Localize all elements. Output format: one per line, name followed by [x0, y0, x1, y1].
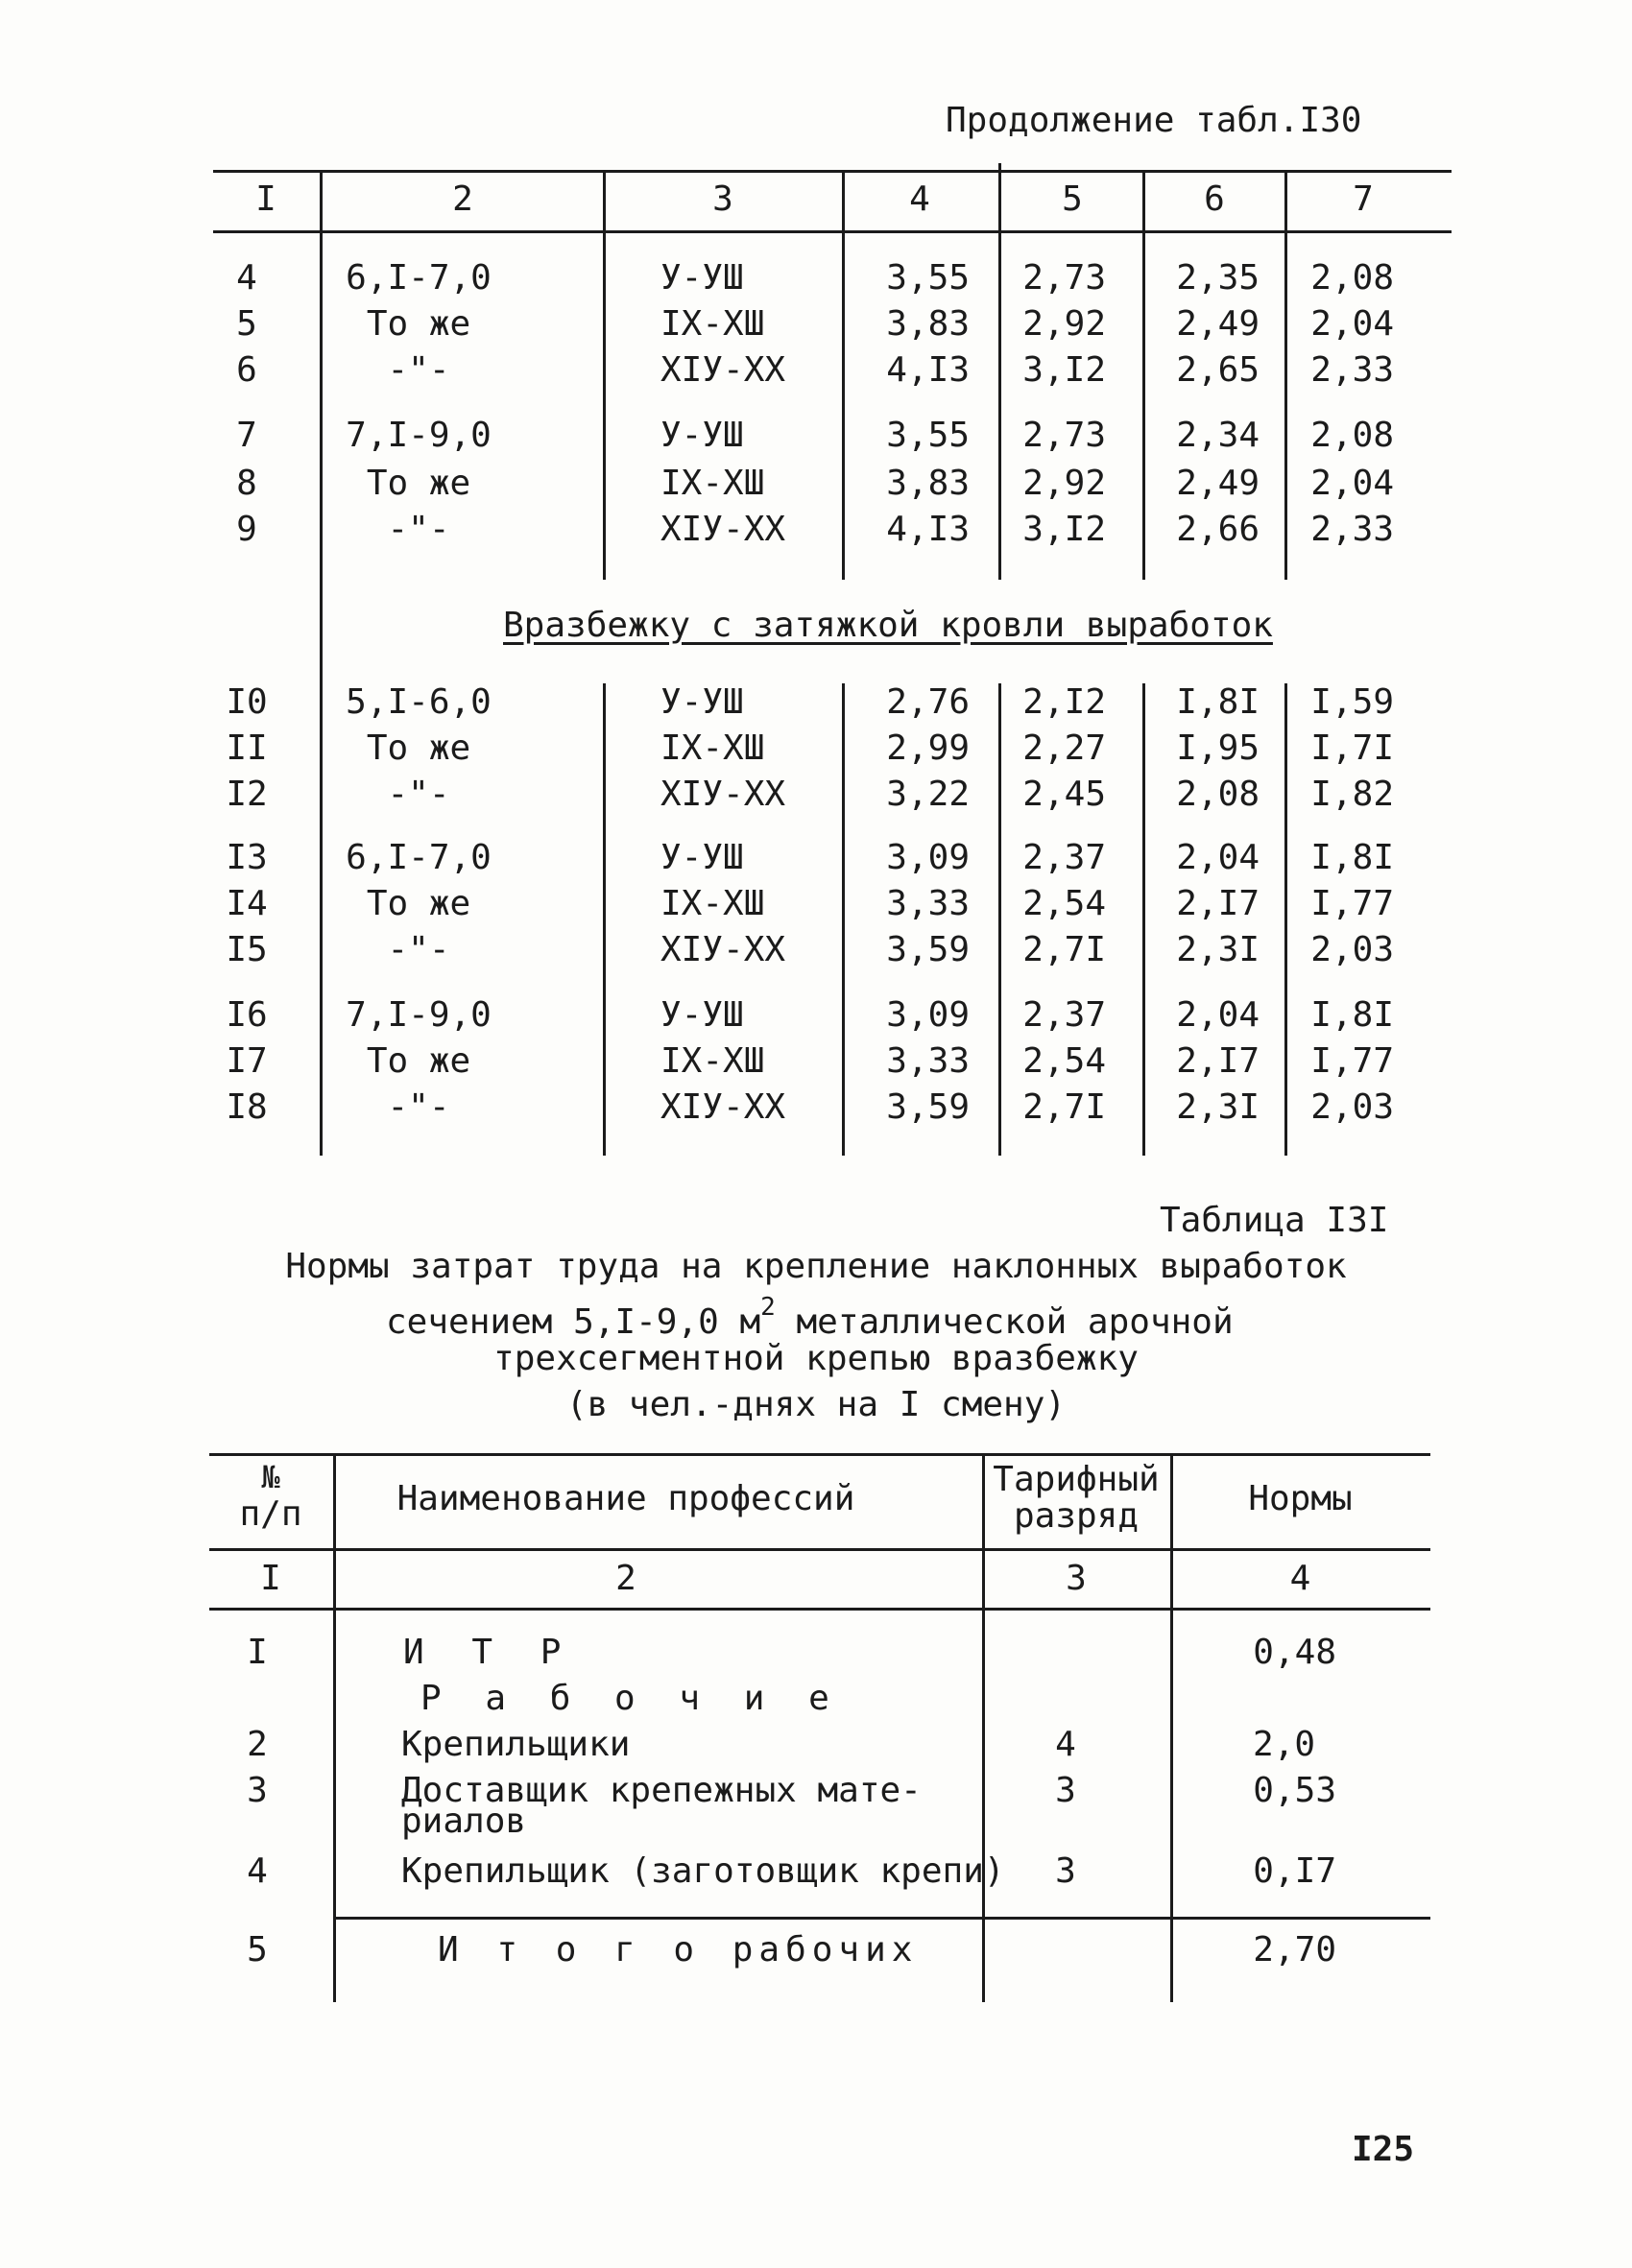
t131-grade: 3: [1055, 1771, 1076, 1810]
t130-cell: То же: [366, 728, 471, 768]
t130-header-6: 6: [1204, 179, 1225, 219]
t130-cell: У-УШ: [660, 682, 744, 722]
t130-cell: 2,08: [1176, 775, 1260, 814]
t130-cell: -"-: [387, 930, 450, 969]
t130-cell: I,77: [1310, 884, 1394, 923]
table-131-title-line-4: (в чел.-днях на I смену): [565, 1385, 1067, 1424]
page-number: I25: [1352, 2130, 1415, 2169]
table-131-top-rule: [209, 1453, 1430, 1456]
t130-cell: XIУ-XX: [660, 510, 786, 549]
t131-header-grade-line1: Тарифный: [993, 1460, 1160, 1499]
t131-header-norms: Нормы: [1248, 1479, 1353, 1518]
t130-cell: 2,7I: [1022, 930, 1106, 969]
t130-cell: 2,37: [1022, 995, 1106, 1035]
t130-cell: У-УШ: [660, 995, 744, 1035]
t130-cell: 2,04: [1310, 304, 1394, 344]
t131-name: Крепильщик (заготовщик крепи): [401, 1851, 1005, 1891]
t130-cell: I,8I: [1310, 995, 1394, 1035]
t130-cell: IX-XШ: [660, 1041, 765, 1081]
t130-header-1: I: [255, 179, 276, 219]
t130-cell: 2,35: [1176, 258, 1260, 298]
t130-cell: XIУ-XX: [660, 1087, 786, 1127]
t130-cell: 2,65: [1176, 350, 1260, 390]
t130-cell: 2,54: [1022, 1041, 1106, 1081]
t130-cell: I,77: [1310, 1041, 1394, 1081]
t131-norm: 0,53: [1253, 1771, 1336, 1810]
t130-cell: 2,3I: [1176, 1087, 1260, 1127]
t131-header-num: п/п: [239, 1494, 302, 1534]
t130-cell: 3,09: [886, 838, 970, 877]
t130-cell: 6,I-7,0: [346, 838, 492, 877]
t130-cell: 2,37: [1022, 838, 1106, 877]
t130-cell: То же: [366, 464, 471, 503]
t130-header-5: 5: [1062, 179, 1083, 219]
t130-cell: I,7I: [1310, 728, 1394, 768]
t130-header-2: 2: [452, 179, 473, 219]
t130-cell: -"-: [387, 775, 450, 814]
table-130-top-rule: [213, 170, 1452, 173]
t130-cell: У-УШ: [660, 838, 744, 877]
t130-cell: I6: [226, 995, 268, 1035]
t130-cell: XIУ-XX: [660, 930, 786, 969]
t131-name-continued: риалов: [401, 1802, 527, 1841]
t131-num: I: [247, 1633, 268, 1672]
table-131-total-rule: [333, 1917, 1430, 1920]
t131-colnum-4: 4: [1289, 1559, 1311, 1598]
t130-cell: 2,49: [1176, 464, 1260, 503]
t130-cell: 2,99: [886, 728, 970, 768]
t130-cell: XIУ-XX: [660, 775, 786, 814]
t130-cell: II: [226, 728, 268, 768]
t131-name: Крепильщики: [401, 1725, 631, 1764]
t130-cell: 5,I-6,0: [346, 682, 492, 722]
t130-cell: 2,03: [1310, 1087, 1394, 1127]
table-131-title-line-3: трехсегментной крепью вразбежку: [493, 1339, 1139, 1378]
t131-header-num-symbol: №: [261, 1459, 280, 1495]
t130-cell: 2,92: [1022, 464, 1106, 503]
t131-grade: 4: [1055, 1725, 1076, 1764]
t130-cell: 6: [236, 350, 257, 390]
t130-cell: 7,I-9,0: [346, 995, 492, 1035]
t130-cell: 3,59: [886, 930, 970, 969]
t130-cell: 3,I2: [1022, 350, 1106, 390]
t130-cell: -"-: [387, 350, 450, 390]
t130-cell: I5: [226, 930, 268, 969]
table-130-header-rule: [213, 230, 1452, 233]
t130-vline-2-lower: [603, 683, 606, 1156]
t130-cell: 9: [236, 510, 257, 549]
t130-cell: 3,59: [886, 1087, 970, 1127]
t130-cell: 2,I7: [1176, 1041, 1260, 1081]
t130-cell: 2,49: [1176, 304, 1260, 344]
t130-cell: 2,54: [1022, 884, 1106, 923]
t130-cell: 3,83: [886, 464, 970, 503]
t130-cell: 3,I2: [1022, 510, 1106, 549]
t131-colnum-1: I: [260, 1559, 281, 1598]
t130-cell: 4,I3: [886, 510, 970, 549]
t130-header-4: 4: [909, 179, 930, 219]
t130-cell: 2,76: [886, 682, 970, 722]
t130-cell: 2,7I: [1022, 1087, 1106, 1127]
t130-cell: 3,33: [886, 1041, 970, 1081]
t130-cell: I,95: [1176, 728, 1260, 768]
t130-cell: XIУ-XX: [660, 350, 786, 390]
t131-name: И Т Р: [403, 1633, 575, 1672]
t131-norm: 2,0: [1252, 1725, 1315, 1764]
t130-cell: 3,22: [886, 775, 970, 814]
t130-cell: 2,34: [1176, 416, 1260, 455]
t131-name: Р а б о ч и е: [420, 1679, 841, 1718]
t130-cell: 2,I2: [1022, 682, 1106, 722]
t130-vline-2: [603, 170, 606, 580]
t130-cell: I3: [226, 838, 268, 877]
t130-header-3: 3: [712, 179, 733, 219]
t130-cell: IX-XШ: [660, 728, 765, 768]
t131-total-norm: 2,70: [1253, 1930, 1336, 1970]
t130-cell: IX-XШ: [660, 464, 765, 503]
table-131-colnum-rule: [209, 1608, 1430, 1611]
t130-cell: То же: [366, 1041, 471, 1081]
t130-cell: I8: [226, 1087, 268, 1127]
t130-cell: 3,55: [886, 416, 970, 455]
t130-cell: I,8I: [1310, 838, 1394, 877]
t130-cell: IX-XШ: [660, 884, 765, 923]
t131-norm: 0,I7: [1253, 1851, 1336, 1891]
t130-header-7: 7: [1353, 179, 1374, 219]
t130-cell: 2,92: [1022, 304, 1106, 344]
t130-cell: 2,08: [1310, 416, 1394, 455]
t130-cell: IX-XШ: [660, 304, 765, 344]
t131-vline-1: [333, 1453, 336, 2002]
t130-cell: 3,33: [886, 884, 970, 923]
t130-cell: -"-: [387, 1087, 450, 1127]
table-131-label: Таблица I3I: [1160, 1201, 1389, 1240]
t130-cell: То же: [366, 304, 471, 344]
t130-cell: I,59: [1310, 682, 1394, 722]
t130-cell: 2,66: [1176, 510, 1260, 549]
t130-cell: 2,04: [1176, 995, 1260, 1035]
t130-cell: У-УШ: [660, 416, 744, 455]
t131-header-name: Наименование профессий: [396, 1479, 855, 1518]
t130-cell: I,82: [1310, 775, 1394, 814]
t131-num: 4: [247, 1851, 268, 1891]
t130-cell: 2,45: [1022, 775, 1106, 814]
t130-cell: I4: [226, 884, 268, 923]
t130-cell: 2,33: [1310, 350, 1394, 390]
t131-colnum-3: 3: [1066, 1559, 1087, 1598]
t130-cell: 7,I-9,0: [346, 416, 492, 455]
t131-total-num: 5: [247, 1930, 268, 1970]
t130-cell: 2,I7: [1176, 884, 1260, 923]
t130-cell: 2,73: [1022, 258, 1106, 298]
table-131-header-rule: [209, 1548, 1430, 1551]
t130-cell: У-УШ: [660, 258, 744, 298]
continuation-label: Продолжение табл.I30: [946, 101, 1362, 140]
t130-cell: 2,08: [1310, 258, 1394, 298]
t130-cell: 4: [236, 258, 257, 298]
t130-cell: 5: [236, 304, 257, 344]
t130-cell: 3,83: [886, 304, 970, 344]
t130-section-title: Вразбежку с затяжкой кровли выработок: [503, 606, 1273, 645]
t130-cell: 2,33: [1310, 510, 1394, 549]
t131-total-name: И т о г о рабочих: [438, 1930, 919, 1970]
t130-cell: I2: [226, 775, 268, 814]
t130-cell: -"-: [387, 510, 450, 549]
t131-colnum-2: 2: [615, 1559, 636, 1598]
t130-cell: 8: [236, 464, 257, 503]
t130-cell: 4,I3: [886, 350, 970, 390]
table-131-title-line-2: сечением 5,I-9,0 $м^2$ металлической арочной: [386, 1293, 1234, 1342]
t131-grade: 3: [1055, 1851, 1076, 1891]
t130-cell: 7: [236, 416, 257, 455]
t130-cell: I,8I: [1176, 682, 1260, 722]
t131-norm: 0,48: [1253, 1633, 1336, 1672]
t130-cell: То же: [366, 884, 471, 923]
table-131-title-line-1: Нормы затрат труда на крепление наклонных выработок: [285, 1247, 1347, 1286]
t130-cell: 2,04: [1176, 838, 1260, 877]
t130-cell: I0: [226, 682, 268, 722]
t131-num: 2: [247, 1725, 268, 1764]
t130-cell: 2,03: [1310, 930, 1394, 969]
t130-cell: 2,27: [1022, 728, 1106, 768]
t130-cell: I7: [226, 1041, 268, 1081]
t131-name: Доставщик крепежных мате-: [401, 1771, 922, 1810]
t130-cell: 2,3I: [1176, 930, 1260, 969]
t130-cell: 3,55: [886, 258, 970, 298]
t131-num: 3: [247, 1771, 268, 1810]
t130-cell: 2,04: [1310, 464, 1394, 503]
t130-cell: 2,73: [1022, 416, 1106, 455]
t131-header-grade-line2: разряд: [1013, 1496, 1140, 1536]
t130-cell: 3,09: [886, 995, 970, 1035]
t130-cell: 6,I-7,0: [346, 258, 492, 298]
